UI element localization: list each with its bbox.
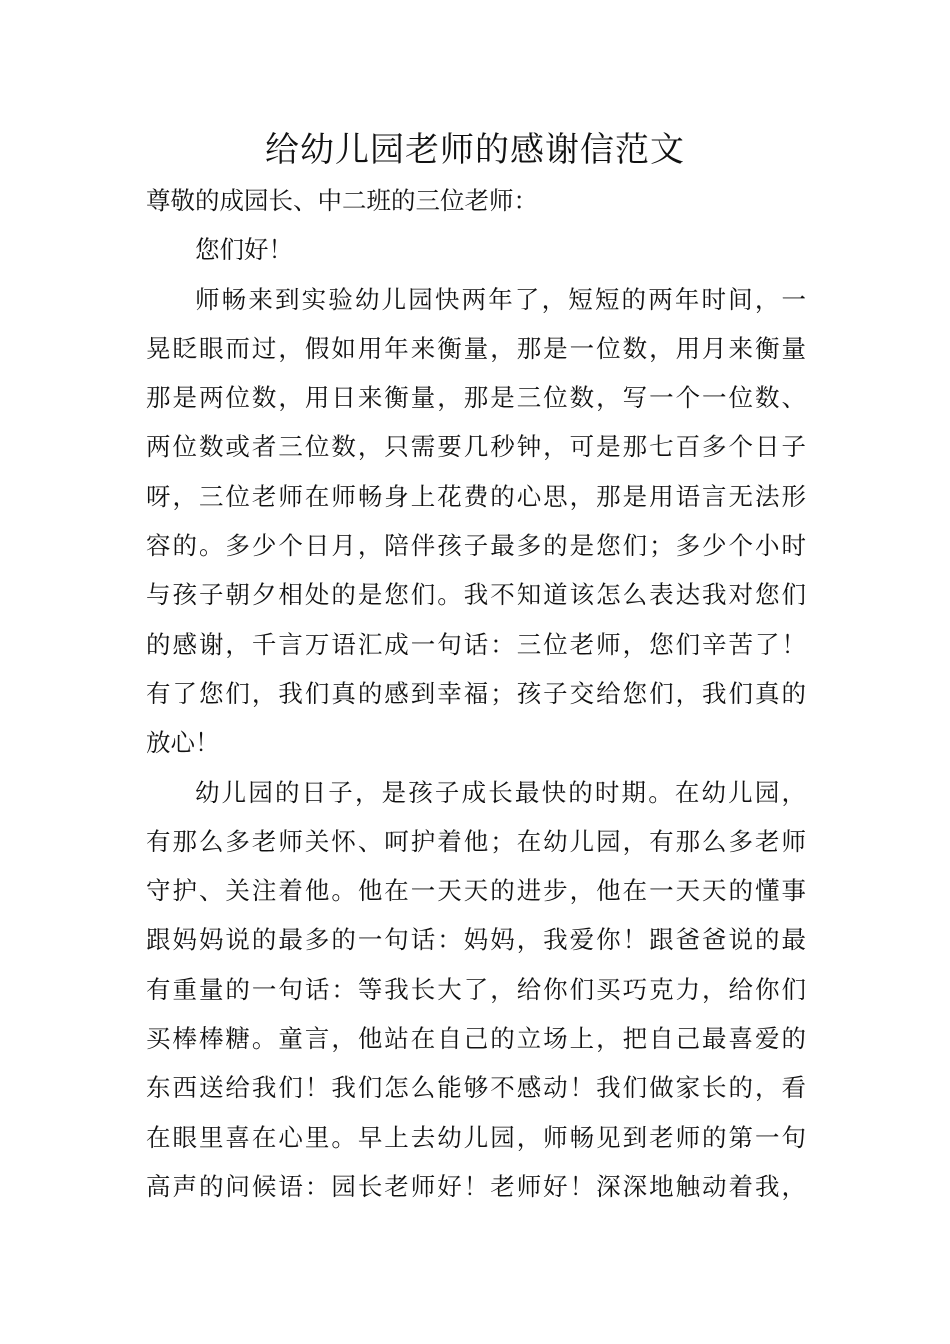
paragraph-line: 的感谢，千言万语汇成一句话：三位老师，您们辛苦了！ (146, 629, 806, 659)
paragraph-line: 高声的问候语：园长老师好！老师好！深深地触动着我， (146, 1171, 806, 1201)
letter-body (146, 176, 806, 1211)
paragraph-line: 守护、关注着他。他在一天天的进步，他在一天天的懂事 (146, 876, 806, 906)
paragraph-line: 东西送给我们！我们怎么能够不感动！我们做家长的，看 (146, 1073, 806, 1103)
paragraph-line: 两位数或者三位数，只需要几秒钟，可是那七百多个日子 (146, 432, 806, 462)
paragraph-line: 晃眨眼而过，假如用年来衡量，那是一位数，用月来衡量 (146, 333, 806, 363)
paragraph-line: 与孩子朝夕相处的是您们。我不知道该怎么表达我对您们 (146, 580, 806, 610)
salutation-line: 尊敬的成园长、中二班的三位老师： (146, 186, 538, 215)
paragraph-line: 容的。多少个日月，陪伴孩子最多的是您们；多少个小时 (146, 531, 806, 561)
paragraph-line: 有了您们，我们真的感到幸福；孩子交给您们，我们真的 (146, 678, 806, 708)
paragraph-line: 呀，三位老师在师畅身上花费的心思，那是用语言无法形 (146, 481, 806, 511)
greeting-line: 您们好！ (195, 235, 293, 265)
paragraph-line: 买棒棒糖。童言，他站在自己的立场上，把自己最喜爱的 (146, 1024, 806, 1054)
document-title: 给幼儿园老师的感谢信范文 (265, 130, 685, 170)
paragraph-line: 有那么多老师关怀、呵护着他；在幼儿园，有那么多老师 (146, 826, 806, 856)
paragraph-2 (146, 768, 806, 1212)
paragraph-line: 师畅来到实验幼儿园快两年了，短短的两年时间，一 (195, 284, 806, 314)
paragraph-line: 跟妈妈说的最多的一句话：妈妈，我爱你！跟爸爸说的最 (146, 925, 806, 955)
paragraph-line: 幼儿园的日子，是孩子成长最快的时期。在幼儿园， (195, 777, 806, 807)
paragraph-line: 有重量的一句话：等我长大了，给你们买巧克力，给你们 (146, 974, 806, 1004)
paragraph-line: 放心！ (146, 728, 220, 758)
paragraph-line: 在眼里喜在心里。早上去幼儿园，师畅见到老师的第一句 (146, 1122, 806, 1152)
paragraph-1 (146, 275, 806, 768)
paragraph-line: 那是两位数，用日来衡量，那是三位数，写一个一位数、 (146, 383, 806, 413)
